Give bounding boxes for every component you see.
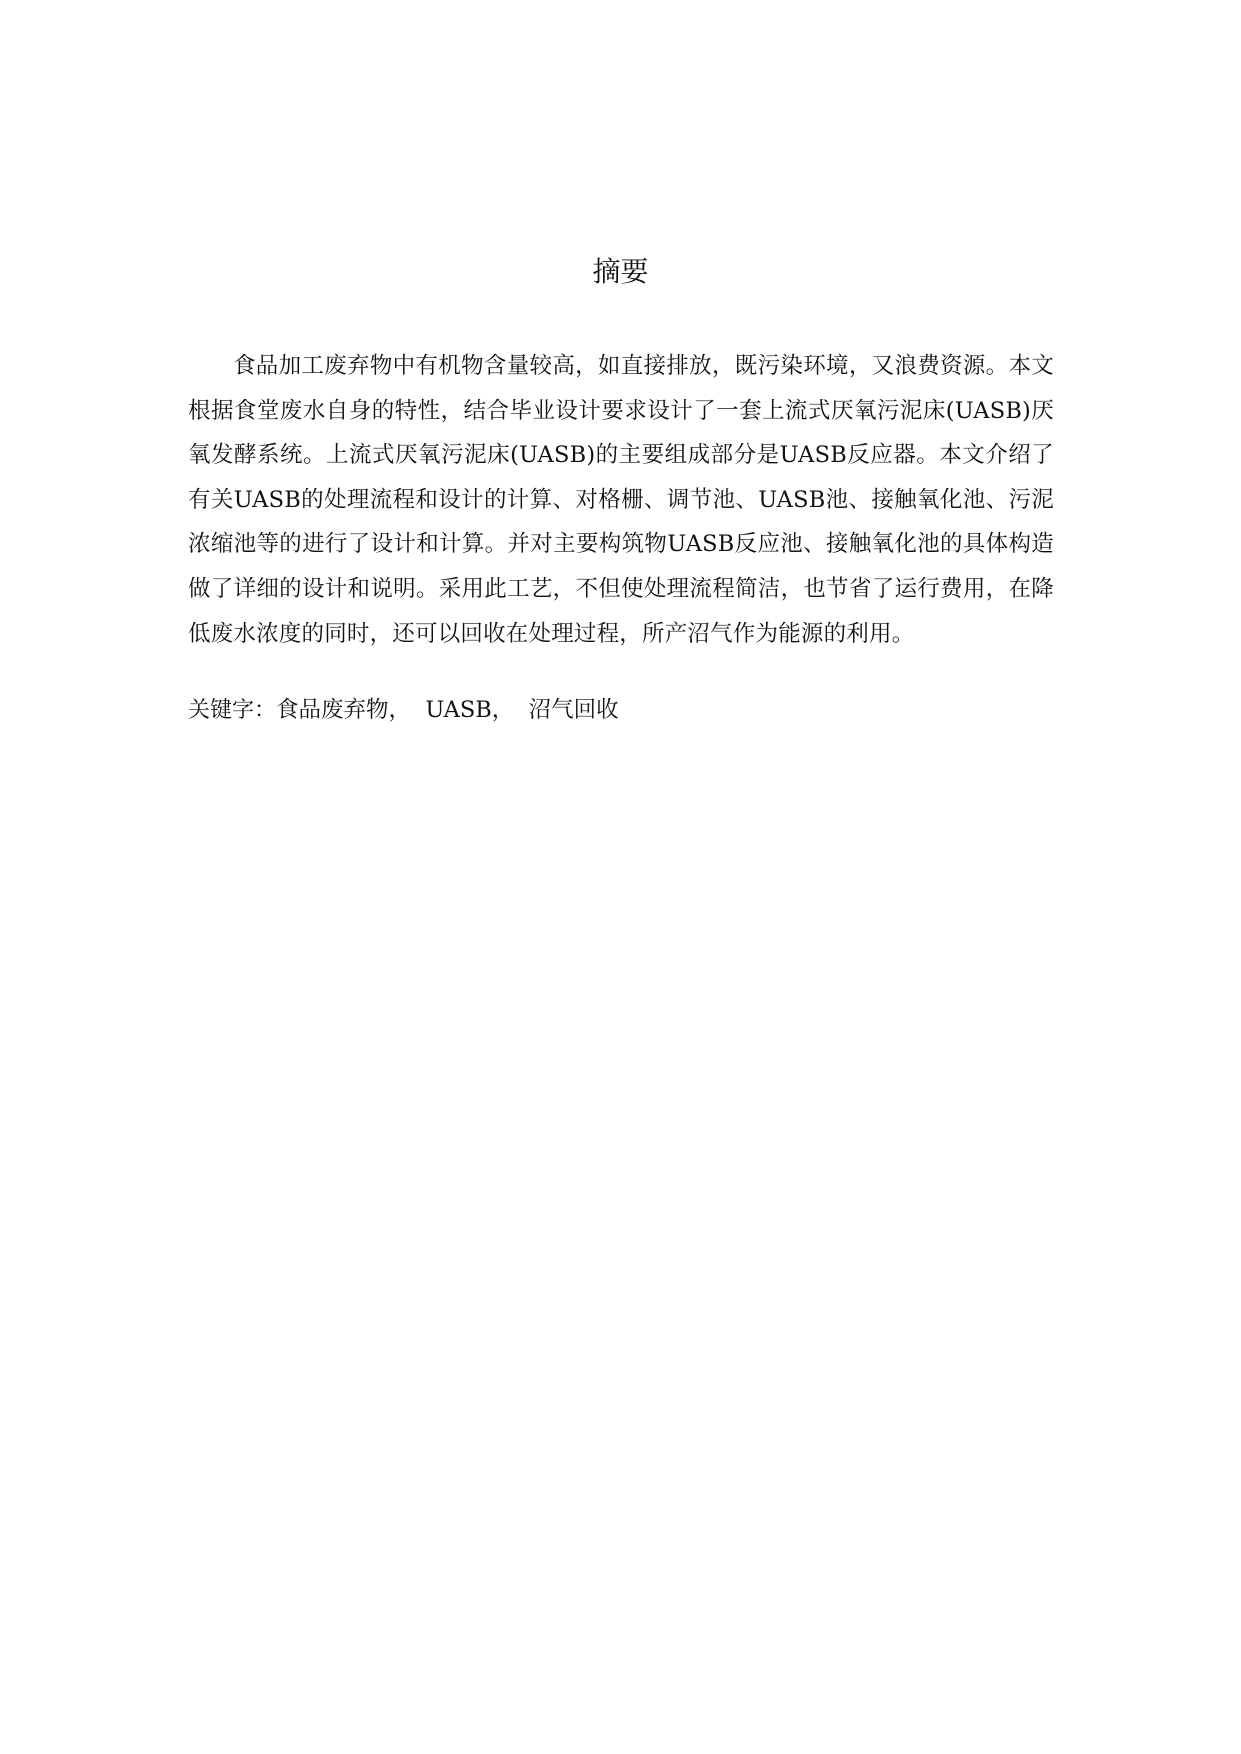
keyword-item: 沼气回收 (528, 697, 619, 723)
abstract-paragraph: 食品加工废弃物中有机物含量较高，如直接排放，既污染环境，又浪费资源。本文根据食堂废水自身的特性，结合毕业设计要求设计了一套上流式厌氧污泥床(UASB)厌氧发酵系统。上流式厌氧污泥床(UASB)的主要组成部分是UASB反应器。本文介绍了有关UASB的处理流程和设计的计算、对格栅、调节池、UASB池、接触氧化池、污泥浓缩池等的进行了设计和计算。并对主要构筑物UASB反应池、接触氧化池的具体构造做了详细的设计和说明。采用此工艺，不但使处理流程简洁，也节省了运行费用，在降低废水浓度的同时，还可以回收在处理过程，所产沼气作为能源的利用。 (188, 353, 1054, 647)
keywords-line (188, 688, 1054, 733)
keyword-item: 食品废弃物， (276, 697, 412, 723)
keyword-item: UASB， (425, 697, 515, 723)
keywords-label: 关键字： (188, 698, 277, 723)
page-title: 摘要 (592, 255, 649, 288)
